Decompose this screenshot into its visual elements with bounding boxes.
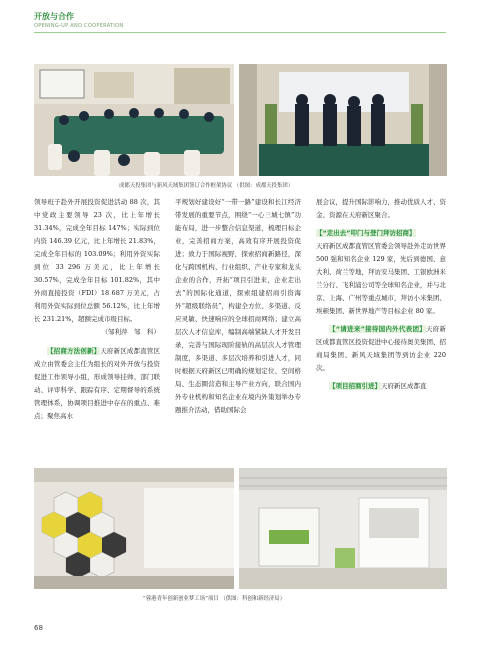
col3-paragraph-2: 天府新区成都直管区管委会领导赴外走访世界 500 强和知名企业 129 家，先后到德国、意大利、荷兰等地，拜访安马集团、工银欧洲米兰分行、飞利浦公司等全球知名企业，并与北京、上海、广州等重点城市，拜访小米集团、埃顿集团、新世界地产等目标企业 80 家。 [316, 242, 446, 315]
section-title: 开放与合作 [34, 12, 74, 21]
photo-office-interior [239, 468, 447, 589]
photo-meeting-room [34, 64, 234, 176]
col3-paragraph-3: 天府新区成都直管区投资促进中心接待奥美集团、招商局集团、新风天域集团等到访企业 220 次。 [316, 325, 447, 372]
author-credit: （邹利萍 邹 科） [101, 328, 160, 336]
header-divider [34, 32, 446, 33]
text-column-3 [316, 196, 446, 393]
bottom-photo-caption: “蓉港青年创新创业梦工场”项目 （供图：科创和新经济局） [143, 596, 286, 602]
photo-signing-ceremony [239, 64, 447, 176]
top-photo-caption: 成都天投集团与新风天域集团签订合作框架协议 （供图：成都天投集团） [119, 183, 294, 189]
text-column-2 [175, 196, 301, 417]
photo-hexagon-wall [34, 468, 234, 589]
text-column-1 [34, 196, 160, 423]
col3-paragraph-1: 展会议，提升国际影响力，推动优质人才、资金、资源在天府新区聚合。 [316, 198, 446, 219]
heading-project-introduction: 【项目招商引进】 [329, 382, 381, 390]
section-subtitle: OPENING-UP AND COOPERATION [34, 23, 124, 29]
col1-paragraph-1: 领导班子赴外开展投资促进活动 88 次，其中党政主要领导 23 次，比上年增长 31.34%，完成全年目标 147%；实际到位内资 146.39 亿元，比上年增长 21.83%，完成全年目标的 103.09%；利用外资实际到位 33 296 万美元，比上年增长 30.57%，完成全年目标 101.82%，其中外商直接投资（FDI）18 687 万美元，占利用外资实际到位总额 56.12%，比上年增长 231.21%，超额完成市级目标。 [34, 198, 160, 323]
heading-inviting-in: 【“请进来”接待国内外代表团】 [329, 325, 426, 333]
page-number: 68 [34, 624, 43, 632]
col1-paragraph-2: 天府新区成都直管区成立由管委会主任为组长的对外开放与投资促进工作领导小组，形成领导挂帅、部门联动、评审科学、跟踪有序、定期督导的系统管理体系，协调项目推进中存在的重点、难点；聚焦高水 [34, 347, 160, 420]
section-header [34, 11, 123, 29]
heading-going-out: 【“走出去”叩门与登门拜访招商】 [316, 229, 416, 237]
col3-paragraph-4: 天府新区成都直 [381, 382, 427, 390]
col2-paragraph-1: 平规划好建设好“一带一路”建设和长江经济带发展的重要节点，围绕“一心三城七镇”功能布局，进一步整合信息渠道，梳理目标企业，完善招商方案，高效有序开展投资促进；致力于国际视野，探索招商新路径，深化与跨国机构、行业组织、产业专家和龙头企业的合作，开拓“项目引进来，企业走出去”的国际化通道，探索组建招商引资海外“超级联络员”，构建全方位、多渠道、反应灵敏、快速响应的全球招商网络；建立高层次人才信息库，编制高端紧缺人才开发目录，完善与国际现阶接轨的高层次人才管理制度，多渠道、多层次培养和引进人才，同时根据天府新区已明确的规划定位、空间格局、生态圈营造和主导产业方向，联合国内外专业机构和知名企业在境内外策划举办专题推介活动，借助国际会 [175, 198, 301, 414]
heading-investment-methods: 【招商方法创新】 [47, 347, 101, 355]
